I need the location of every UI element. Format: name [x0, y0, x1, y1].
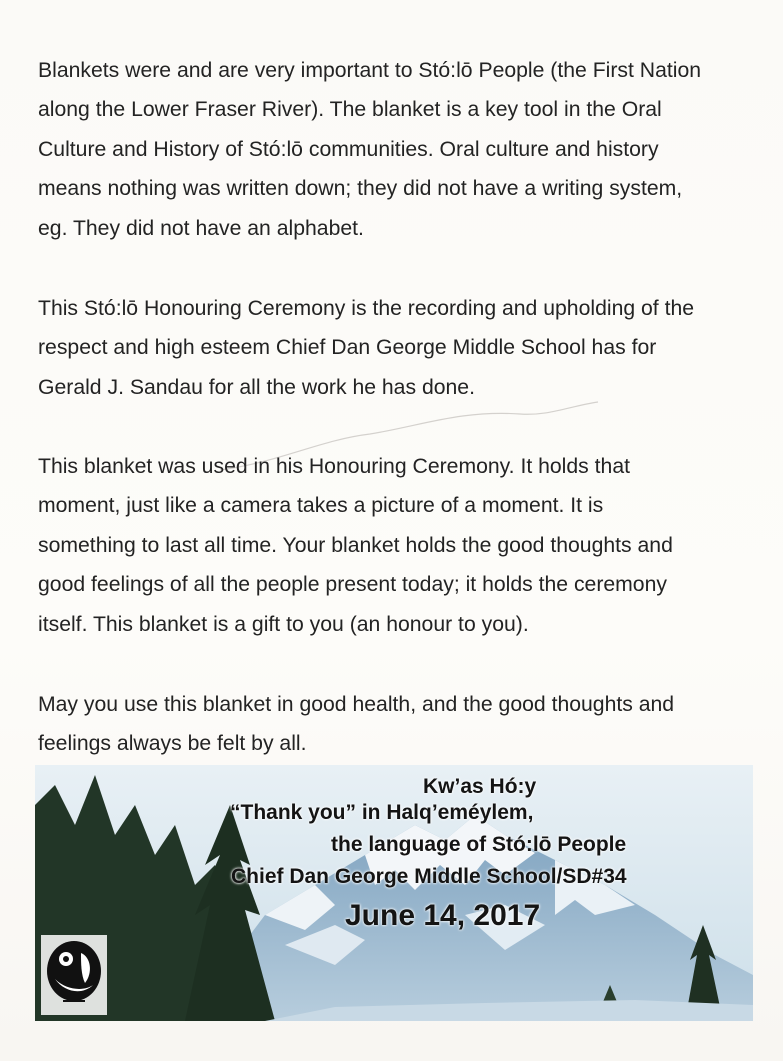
text-line: Culture and History of Stó:lō communities. Oral culture and history — [38, 137, 659, 161]
mountain-banner — [35, 765, 753, 1021]
text-line: respect and high esteem Chief Dan George Middle School has for — [38, 336, 657, 360]
paragraph-closing-wish — [38, 685, 754, 764]
banner-language-line: the language of Stó:lō People — [331, 833, 627, 856]
text-line: along the Lower Fraser River). The blanket is a key tool in the Oral — [38, 98, 662, 122]
text-line: Gerald J. Sandau for all the work he has done. — [38, 375, 475, 399]
text-line: Blankets were and are very important to Stó:lō People (the First Nation — [38, 59, 702, 82]
text-line: moment, just like a camera takes a picture of a moment. It is — [38, 494, 604, 518]
text-line: This blanket was used in his Honouring Ceremony. It holds that — [38, 455, 630, 478]
banner-school-line: Chief Dan George Middle School/SD#34 — [231, 865, 627, 888]
paragraph-honouring-ceremony — [38, 289, 754, 407]
banner-title-halqemeylem: Kw’as Hó:y — [423, 775, 537, 798]
banner-date: June 14, 2017 — [345, 899, 541, 932]
school-logo-icon — [41, 935, 107, 1015]
paragraph-blankets-importance — [38, 51, 754, 248]
text-line: itself. This blanket is a gift to you (an honour to you). — [38, 612, 529, 636]
text-line: This Stó:lō Honouring Ceremony is the recording and upholding of the — [38, 297, 695, 320]
text-line: eg. They did not have an alphabet. — [38, 216, 364, 240]
text-line: good feelings of all the people present today; it holds the ceremony — [38, 573, 667, 597]
banner-thank-you-line: “Thank you” in Halq’eméylem, — [230, 801, 534, 824]
text-line: something to last all time. Your blanket holds the good thoughts and — [38, 533, 673, 557]
paragraph-blanket-gift — [38, 447, 754, 644]
text-line: May you use this blanket in good health, and the good thoughts and — [38, 693, 675, 716]
text-line: feelings always be felt by all. — [38, 732, 307, 756]
text-line: means nothing was written down; they did not have a writing system, — [38, 177, 683, 201]
